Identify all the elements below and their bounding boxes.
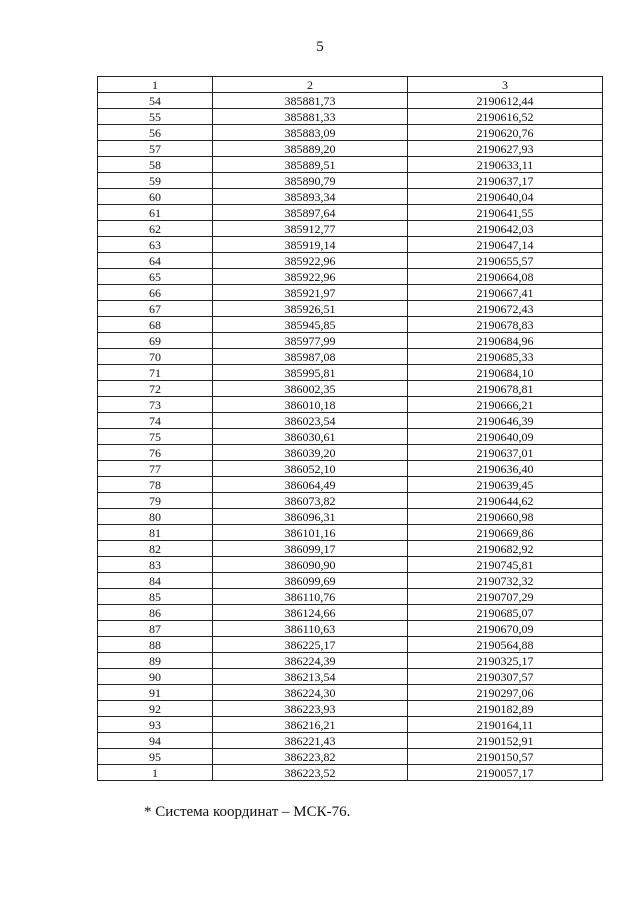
y-coordinate-cell: 2190297,06 [408, 685, 603, 701]
point-number-cell: 55 [98, 109, 213, 125]
y-coordinate-cell: 2190057,17 [408, 765, 603, 781]
x-coordinate-cell: 385926,51 [213, 301, 408, 317]
point-number-cell: 88 [98, 637, 213, 653]
x-coordinate-cell: 385945,85 [213, 317, 408, 333]
table-row [98, 589, 603, 605]
point-number-cell: 95 [98, 749, 213, 765]
table-row [98, 413, 603, 429]
table-row [98, 733, 603, 749]
x-coordinate-cell: 386224,39 [213, 653, 408, 669]
point-number-cell: 54 [98, 93, 213, 109]
table-row [98, 365, 603, 381]
point-number-cell: 87 [98, 621, 213, 637]
y-coordinate-cell: 2190644,62 [408, 493, 603, 509]
y-coordinate-cell: 2190684,10 [408, 365, 603, 381]
table-row [98, 333, 603, 349]
table-row [98, 541, 603, 557]
point-number-cell: 62 [98, 221, 213, 237]
x-coordinate-cell: 386099,17 [213, 541, 408, 557]
table-row [98, 157, 603, 173]
table-row [98, 205, 603, 221]
y-coordinate-cell: 2190732,32 [408, 573, 603, 589]
y-coordinate-cell: 2190620,76 [408, 125, 603, 141]
y-coordinate-cell: 2190684,96 [408, 333, 603, 349]
table-row [98, 397, 603, 413]
x-coordinate-cell: 386216,21 [213, 717, 408, 733]
x-coordinate-cell: 386224,30 [213, 685, 408, 701]
point-number-cell: 56 [98, 125, 213, 141]
y-coordinate-cell: 2190150,57 [408, 749, 603, 765]
x-coordinate-cell: 386090,90 [213, 557, 408, 573]
x-coordinate-cell: 385922,96 [213, 253, 408, 269]
x-coordinate-cell: 385919,14 [213, 237, 408, 253]
y-coordinate-cell: 2190637,17 [408, 173, 603, 189]
x-coordinate-cell: 385977,99 [213, 333, 408, 349]
y-coordinate-cell: 2190639,45 [408, 477, 603, 493]
coordinates-table [97, 76, 603, 781]
table-row [98, 285, 603, 301]
point-number-cell: 85 [98, 589, 213, 605]
table-row [98, 317, 603, 333]
point-number-cell: 93 [98, 717, 213, 733]
x-coordinate-cell: 386002,35 [213, 381, 408, 397]
table-header [98, 77, 603, 93]
x-coordinate-cell: 386223,93 [213, 701, 408, 717]
y-coordinate-cell: 2190669,86 [408, 525, 603, 541]
y-coordinate-cell: 2190685,07 [408, 605, 603, 621]
point-number-cell: 84 [98, 573, 213, 589]
table-row [98, 445, 603, 461]
table-row [98, 653, 603, 669]
x-coordinate-cell: 386099,69 [213, 573, 408, 589]
y-coordinate-cell: 2190642,03 [408, 221, 603, 237]
point-number-cell: 94 [98, 733, 213, 749]
x-coordinate-cell: 385890,79 [213, 173, 408, 189]
x-coordinate-cell: 385881,73 [213, 93, 408, 109]
y-coordinate-cell: 2190655,57 [408, 253, 603, 269]
point-number-cell: 70 [98, 349, 213, 365]
x-coordinate-cell: 385889,51 [213, 157, 408, 173]
y-coordinate-cell: 2190670,09 [408, 621, 603, 637]
x-coordinate-cell: 386096,31 [213, 509, 408, 525]
table-row [98, 381, 603, 397]
table-row [98, 493, 603, 509]
y-coordinate-cell: 2190640,09 [408, 429, 603, 445]
table-body [98, 93, 603, 781]
x-coordinate-cell: 386213,54 [213, 669, 408, 685]
x-coordinate-cell: 386110,76 [213, 589, 408, 605]
point-number-cell: 74 [98, 413, 213, 429]
table-row [98, 685, 603, 701]
point-number-cell: 66 [98, 285, 213, 301]
point-number-cell: 1 [98, 765, 213, 781]
table-row [98, 765, 603, 781]
x-coordinate-cell: 385881,33 [213, 109, 408, 125]
point-number-cell: 71 [98, 365, 213, 381]
y-coordinate-cell: 2190627,93 [408, 141, 603, 157]
coordinate-system-footnote: * Система координат – МСК-76. [144, 804, 351, 820]
y-coordinate-cell: 2190745,81 [408, 557, 603, 573]
y-coordinate-cell: 2190612,44 [408, 93, 603, 109]
point-number-cell: 67 [98, 301, 213, 317]
table-row [98, 509, 603, 525]
table-row [98, 141, 603, 157]
table-row [98, 349, 603, 365]
point-number-cell: 86 [98, 605, 213, 621]
y-coordinate-cell: 2190152,91 [408, 733, 603, 749]
y-coordinate-cell: 2190182,89 [408, 701, 603, 717]
table-row [98, 301, 603, 317]
header-cell-2: 2 [213, 77, 408, 93]
x-coordinate-cell: 385922,96 [213, 269, 408, 285]
x-coordinate-cell: 386101,16 [213, 525, 408, 541]
x-coordinate-cell: 386010,18 [213, 397, 408, 413]
table-row [98, 669, 603, 685]
x-coordinate-cell: 385897,64 [213, 205, 408, 221]
point-number-cell: 65 [98, 269, 213, 285]
y-coordinate-cell: 2190307,57 [408, 669, 603, 685]
x-coordinate-cell: 386030,61 [213, 429, 408, 445]
y-coordinate-cell: 2190685,33 [408, 349, 603, 365]
table-row [98, 557, 603, 573]
point-number-cell: 89 [98, 653, 213, 669]
header-cell-3: 3 [408, 77, 603, 93]
x-coordinate-cell: 386110,63 [213, 621, 408, 637]
table-row [98, 637, 603, 653]
point-number-cell: 59 [98, 173, 213, 189]
point-number-cell: 83 [98, 557, 213, 573]
table-row [98, 749, 603, 765]
x-coordinate-cell: 386073,82 [213, 493, 408, 509]
y-coordinate-cell: 2190678,81 [408, 381, 603, 397]
y-coordinate-cell: 2190647,14 [408, 237, 603, 253]
point-number-cell: 72 [98, 381, 213, 397]
x-coordinate-cell: 385921,97 [213, 285, 408, 301]
y-coordinate-cell: 2190164,11 [408, 717, 603, 733]
table-row [98, 701, 603, 717]
y-coordinate-cell: 2190672,43 [408, 301, 603, 317]
table-row [98, 605, 603, 621]
table-row [98, 93, 603, 109]
x-coordinate-cell: 386221,43 [213, 733, 408, 749]
point-number-cell: 73 [98, 397, 213, 413]
point-number-cell: 90 [98, 669, 213, 685]
x-coordinate-cell: 386225,17 [213, 637, 408, 653]
x-coordinate-cell: 385889,20 [213, 141, 408, 157]
point-number-cell: 76 [98, 445, 213, 461]
x-coordinate-cell: 386223,82 [213, 749, 408, 765]
table-row [98, 461, 603, 477]
y-coordinate-cell: 2190646,39 [408, 413, 603, 429]
point-number-cell: 68 [98, 317, 213, 333]
table-row [98, 717, 603, 733]
x-coordinate-cell: 385995,81 [213, 365, 408, 381]
table-row [98, 109, 603, 125]
y-coordinate-cell: 2190707,29 [408, 589, 603, 605]
point-number-cell: 61 [98, 205, 213, 221]
point-number-cell: 60 [98, 189, 213, 205]
point-number-cell: 92 [98, 701, 213, 717]
table-row [98, 221, 603, 237]
table-row [98, 525, 603, 541]
y-coordinate-cell: 2190636,40 [408, 461, 603, 477]
point-number-cell: 64 [98, 253, 213, 269]
point-number-cell: 91 [98, 685, 213, 701]
x-coordinate-cell: 385893,34 [213, 189, 408, 205]
y-coordinate-cell: 2190564,88 [408, 637, 603, 653]
table-row [98, 429, 603, 445]
point-number-cell: 78 [98, 477, 213, 493]
x-coordinate-cell: 385912,77 [213, 221, 408, 237]
y-coordinate-cell: 2190640,04 [408, 189, 603, 205]
table-row [98, 477, 603, 493]
y-coordinate-cell: 2190641,55 [408, 205, 603, 221]
y-coordinate-cell: 2190325,17 [408, 653, 603, 669]
table-row [98, 173, 603, 189]
y-coordinate-cell: 2190633,11 [408, 157, 603, 173]
point-number-cell: 77 [98, 461, 213, 477]
x-coordinate-cell: 386039,20 [213, 445, 408, 461]
x-coordinate-cell: 386223,52 [213, 765, 408, 781]
x-coordinate-cell: 386023,54 [213, 413, 408, 429]
table-row [98, 237, 603, 253]
point-number-cell: 80 [98, 509, 213, 525]
y-coordinate-cell: 2190667,41 [408, 285, 603, 301]
point-number-cell: 69 [98, 333, 213, 349]
point-number-cell: 57 [98, 141, 213, 157]
y-coordinate-cell: 2190660,98 [408, 509, 603, 525]
y-coordinate-cell: 2190678,83 [408, 317, 603, 333]
x-coordinate-cell: 386052,10 [213, 461, 408, 477]
y-coordinate-cell: 2190616,52 [408, 109, 603, 125]
table-header-row [98, 77, 603, 93]
x-coordinate-cell: 385883,09 [213, 125, 408, 141]
header-cell-1: 1 [98, 77, 213, 93]
point-number-cell: 82 [98, 541, 213, 557]
y-coordinate-cell: 2190637,01 [408, 445, 603, 461]
y-coordinate-cell: 2190666,21 [408, 397, 603, 413]
point-number-cell: 75 [98, 429, 213, 445]
y-coordinate-cell: 2190682,92 [408, 541, 603, 557]
table-row [98, 189, 603, 205]
point-number-cell: 81 [98, 525, 213, 541]
table-row [98, 125, 603, 141]
y-coordinate-cell: 2190664,08 [408, 269, 603, 285]
table-row [98, 253, 603, 269]
x-coordinate-cell: 385987,08 [213, 349, 408, 365]
x-coordinate-cell: 386064,49 [213, 477, 408, 493]
table-row [98, 269, 603, 285]
x-coordinate-cell: 386124,66 [213, 605, 408, 621]
table-row [98, 573, 603, 589]
page-number: 5 [316, 39, 324, 55]
point-number-cell: 63 [98, 237, 213, 253]
point-number-cell: 79 [98, 493, 213, 509]
table-row [98, 621, 603, 637]
point-number-cell: 58 [98, 157, 213, 173]
